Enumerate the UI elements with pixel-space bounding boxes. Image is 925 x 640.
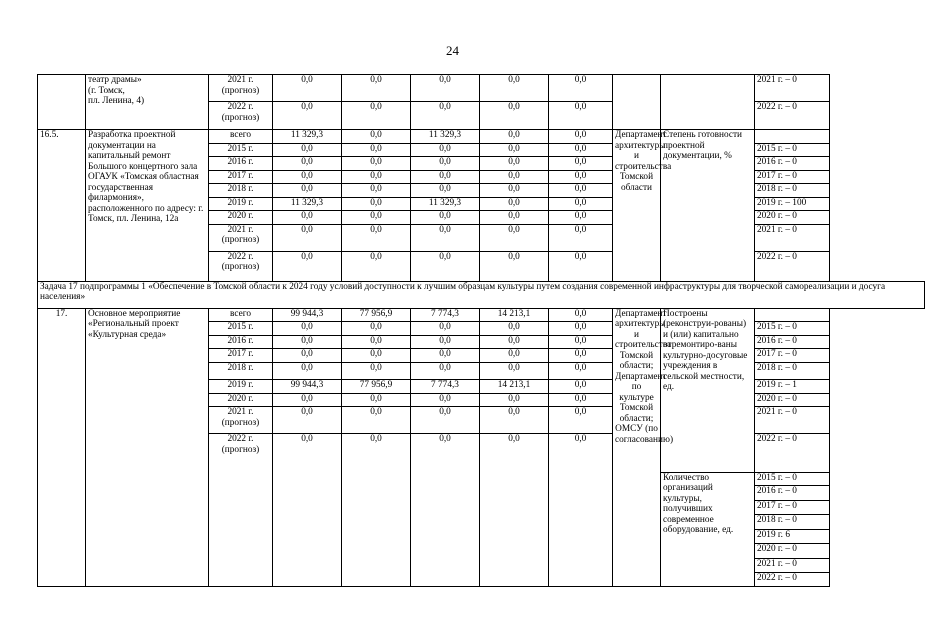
result-cell: 2015 г. – 0 [755,143,830,157]
value-cell: 0,0 [480,157,549,171]
value-cell: 0,0 [411,211,480,225]
value-cell: 0,0 [480,407,549,434]
result-cell: 2016 г. – 0 [755,335,830,349]
result-cell: 2016 г. – 0 [755,486,830,501]
value-cell: 0,0 [549,362,613,380]
task-title: Задача 17 подпрограммы 1 «Обеспечение в Томской области к 2024 году условий доступности к лучшим образцам культуры путем создания современной инфраструктуры для творческой самореализации и досуга населения» [38,281,925,308]
value-cell: 0,0 [480,335,549,349]
value-cell: 0,0 [480,251,549,281]
value-cell: 0,0 [411,393,480,407]
year-cell: 2016 г. [209,157,273,171]
value-cell: 0,0 [549,102,613,130]
value-cell: 14 213,1 [480,380,549,394]
value-cell: 0,0 [480,322,549,336]
value-cell: 0,0 [480,143,549,157]
value-cell: 0,0 [273,335,342,349]
year-cell: 2019 г. [209,197,273,211]
value-cell: 0,0 [342,211,411,225]
year-cell: 2022 г. (прогноз) [209,102,273,130]
value-cell: 0,0 [342,251,411,281]
executor-cell: Департамент архитектуры и строительства Томской области; Департамент по культуре Томской области; ОМСУ (по согласованию) [613,308,661,450]
table-body [38,75,925,587]
value-cell: 0,0 [411,407,480,434]
value-cell: 0,0 [342,322,411,336]
result-cell: 2020 г. – 0 [755,393,830,407]
value-cell: 0,0 [549,335,613,349]
year-cell: всего [209,308,273,322]
value-cell: 0,0 [273,224,342,251]
result-cell: 2022 г. – 0 [755,251,830,281]
value-cell: 77 956,9 [342,308,411,322]
value-cell: 0,0 [480,102,549,130]
result-cell: 2022 г. – 0 [755,102,830,130]
program-table [37,74,925,587]
executor-cell: Департамент архитектуры и строительства Томской области [613,130,661,282]
value-cell: 0,0 [549,308,613,322]
number-cell [38,450,86,472]
value-cell: 0,0 [273,75,342,102]
value-cell: 0,0 [411,362,480,380]
year-cell: 2022 г. (прогноз) [209,251,273,281]
value-cell: 0,0 [549,130,613,144]
value-cell: 0,0 [411,251,480,281]
value-cell: 0,0 [549,157,613,171]
table-row [38,281,925,308]
value-cell: 99 944,3 [273,308,342,322]
value-cell: 11 329,3 [273,197,342,211]
year-cell: 2020 г. [209,393,273,407]
value-cell: 0,0 [342,102,411,130]
value-cell: 0,0 [411,143,480,157]
result-cell: 2020 г. – 0 [755,211,830,225]
year-cell: 2018 г. [209,362,273,380]
value-cell: 0,0 [549,349,613,363]
value-cell: 0,0 [273,143,342,157]
value-cell: 0,0 [549,184,613,198]
value-cell: 0,0 [411,434,480,472]
value-cell: 11 329,3 [411,130,480,144]
value-cell: 0,0 [273,184,342,198]
value-cell: 0,0 [411,75,480,102]
result-cell: 2018 г. – 0 [755,362,830,380]
value-cell: 0,0 [273,407,342,434]
year-cell [209,472,273,586]
year-cell: 2016 г. [209,335,273,349]
value-cell: 0,0 [480,349,549,363]
indicator-cell [661,75,755,130]
result-cell [755,130,830,144]
value-cell: 0,0 [411,349,480,363]
number-cell: 17. [38,308,86,450]
value-cell: 0,0 [480,393,549,407]
year-cell: 2020 г. [209,211,273,225]
year-cell: 2017 г. [209,349,273,363]
year-cell: всего [209,130,273,144]
value-cell: 0,0 [411,102,480,130]
value-cell: 0,0 [549,75,613,102]
value-cell: 0,0 [549,251,613,281]
executor-cell [613,75,661,130]
result-cell: 2022 г. – 0 [755,573,830,587]
value-cell: 0,0 [273,102,342,130]
value-cell: 0,0 [411,335,480,349]
result-cell: 2019 г. – 100 [755,197,830,211]
value-cell: 0,0 [549,434,613,472]
result-cell: 2021 г. – 0 [755,224,830,251]
value-cell: 0,0 [549,393,613,407]
value-cell: 0,0 [480,184,549,198]
value-cell [411,472,480,586]
item-name [86,472,209,586]
value-cell: 0,0 [549,197,613,211]
result-cell: 2017 г. – 0 [755,349,830,363]
value-cell: 0,0 [480,362,549,380]
number-cell: 16.5. [38,130,86,282]
value-cell: 0,0 [549,224,613,251]
value-cell: 0,0 [342,393,411,407]
year-cell: 2019 г. [209,380,273,394]
value-cell: 99 944,3 [273,380,342,394]
result-cell: 2016 г. – 0 [755,157,830,171]
value-cell: 0,0 [342,130,411,144]
value-cell: 0,0 [549,407,613,434]
value-cell: 0,0 [273,349,342,363]
value-cell: 0,0 [480,224,549,251]
value-cell: 0,0 [549,380,613,394]
table-row [38,308,925,322]
result-cell: 2015 г. – 0 [755,322,830,336]
value-cell [480,472,549,586]
item-name [86,450,209,472]
value-cell [549,472,613,586]
value-cell: 0,0 [342,349,411,363]
value-cell: 0,0 [273,393,342,407]
value-cell: 0,0 [411,170,480,184]
value-cell: 0,0 [549,143,613,157]
year-cell: 2021 г. (прогноз) [209,75,273,102]
result-cell: 2021 г. – 0 [755,407,830,434]
year-cell: 2021 г. (прогноз) [209,224,273,251]
executor-cell [613,450,661,472]
value-cell: 7 774,3 [411,380,480,394]
value-cell: 7 774,3 [411,308,480,322]
value-cell: 0,0 [342,184,411,198]
value-cell: 0,0 [273,211,342,225]
item-name: театр драмы» (г. Томск, пл. Ленина, 4) [86,75,209,130]
table-row [38,472,925,486]
item-name: Разработка проектной документации на капитальный ремонт Большого концертного зала ОГАУК «Томская областная государственная филармония», расположенного по адресу: г. Томск, пл. Ленина, 12а [86,130,209,282]
value-cell: 0,0 [480,197,549,211]
value-cell: 0,0 [480,434,549,472]
result-cell: 2017 г. – 0 [755,170,830,184]
value-cell: 0,0 [480,130,549,144]
executor-cell [613,472,661,586]
value-cell: 0,0 [273,362,342,380]
value-cell: 0,0 [273,170,342,184]
year-cell: 2018 г. [209,184,273,198]
result-cell: 2017 г. – 0 [755,500,830,515]
value-cell: 0,0 [273,157,342,171]
year-cell: 2021 г. (прогноз) [209,407,273,434]
number-cell [38,75,86,130]
value-cell: 0,0 [273,322,342,336]
indicator-cell: Построены (реконструи-рованы) и (или) капитально отремонтиро-ваны культурно-досуговые учреждения в сельской местности, ед. [661,308,755,472]
result-cell: 2021 г. – 0 [755,75,830,102]
value-cell: 0,0 [480,75,549,102]
value-cell: 14 213,1 [480,308,549,322]
value-cell: 0,0 [342,407,411,434]
number-cell [38,472,86,586]
value-cell [273,472,342,586]
value-cell: 77 956,9 [342,380,411,394]
value-cell: 0,0 [411,322,480,336]
page-number: 24 [446,43,459,58]
value-cell: 0,0 [549,211,613,225]
result-cell: 2015 г. – 0 [755,472,830,486]
value-cell: 0,0 [549,322,613,336]
result-cell [755,308,830,322]
value-cell: 11 329,3 [273,130,342,144]
indicator-cell: Количество организаций культуры, получивших современное оборудование, ед. [661,472,755,586]
value-cell: 0,0 [342,157,411,171]
table-row [38,130,925,144]
value-cell: 0,0 [273,251,342,281]
value-cell: 0,0 [480,170,549,184]
value-cell: 0,0 [342,434,411,472]
value-cell: 0,0 [342,170,411,184]
result-cell: 2018 г. – 0 [755,515,830,530]
value-cell: 11 329,3 [411,197,480,211]
result-cell: 2020 г. – 0 [755,544,830,559]
year-cell: 2022 г. (прогноз) [209,434,273,472]
value-cell: 0,0 [342,335,411,349]
year-cell: 2015 г. [209,143,273,157]
item-name: Основное мероприятие «Региональный проект «Культурная среда» [86,308,209,450]
year-cell: 2015 г. [209,322,273,336]
value-cell: 0,0 [342,75,411,102]
indicator-cell: Степень готовности проектной документации, % [661,130,755,282]
result-cell: 2019 г. – 1 [755,380,830,394]
value-cell: 0,0 [342,143,411,157]
value-cell: 0,0 [480,211,549,225]
value-cell: 0,0 [342,197,411,211]
value-cell: 0,0 [411,184,480,198]
value-cell: 0,0 [342,362,411,380]
year-cell: 2017 г. [209,170,273,184]
result-cell: 2018 г. – 0 [755,184,830,198]
result-cell: 2022 г. – 0 [755,434,830,472]
result-cell: 2021 г. – 0 [755,558,830,573]
result-cell: 2019 г. 6 [755,529,830,544]
value-cell: 0,0 [549,170,613,184]
value-cell: 0,0 [411,224,480,251]
value-cell: 0,0 [342,224,411,251]
value-cell [342,472,411,586]
value-cell: 0,0 [411,157,480,171]
table-row [38,75,925,102]
value-cell: 0,0 [273,434,342,472]
